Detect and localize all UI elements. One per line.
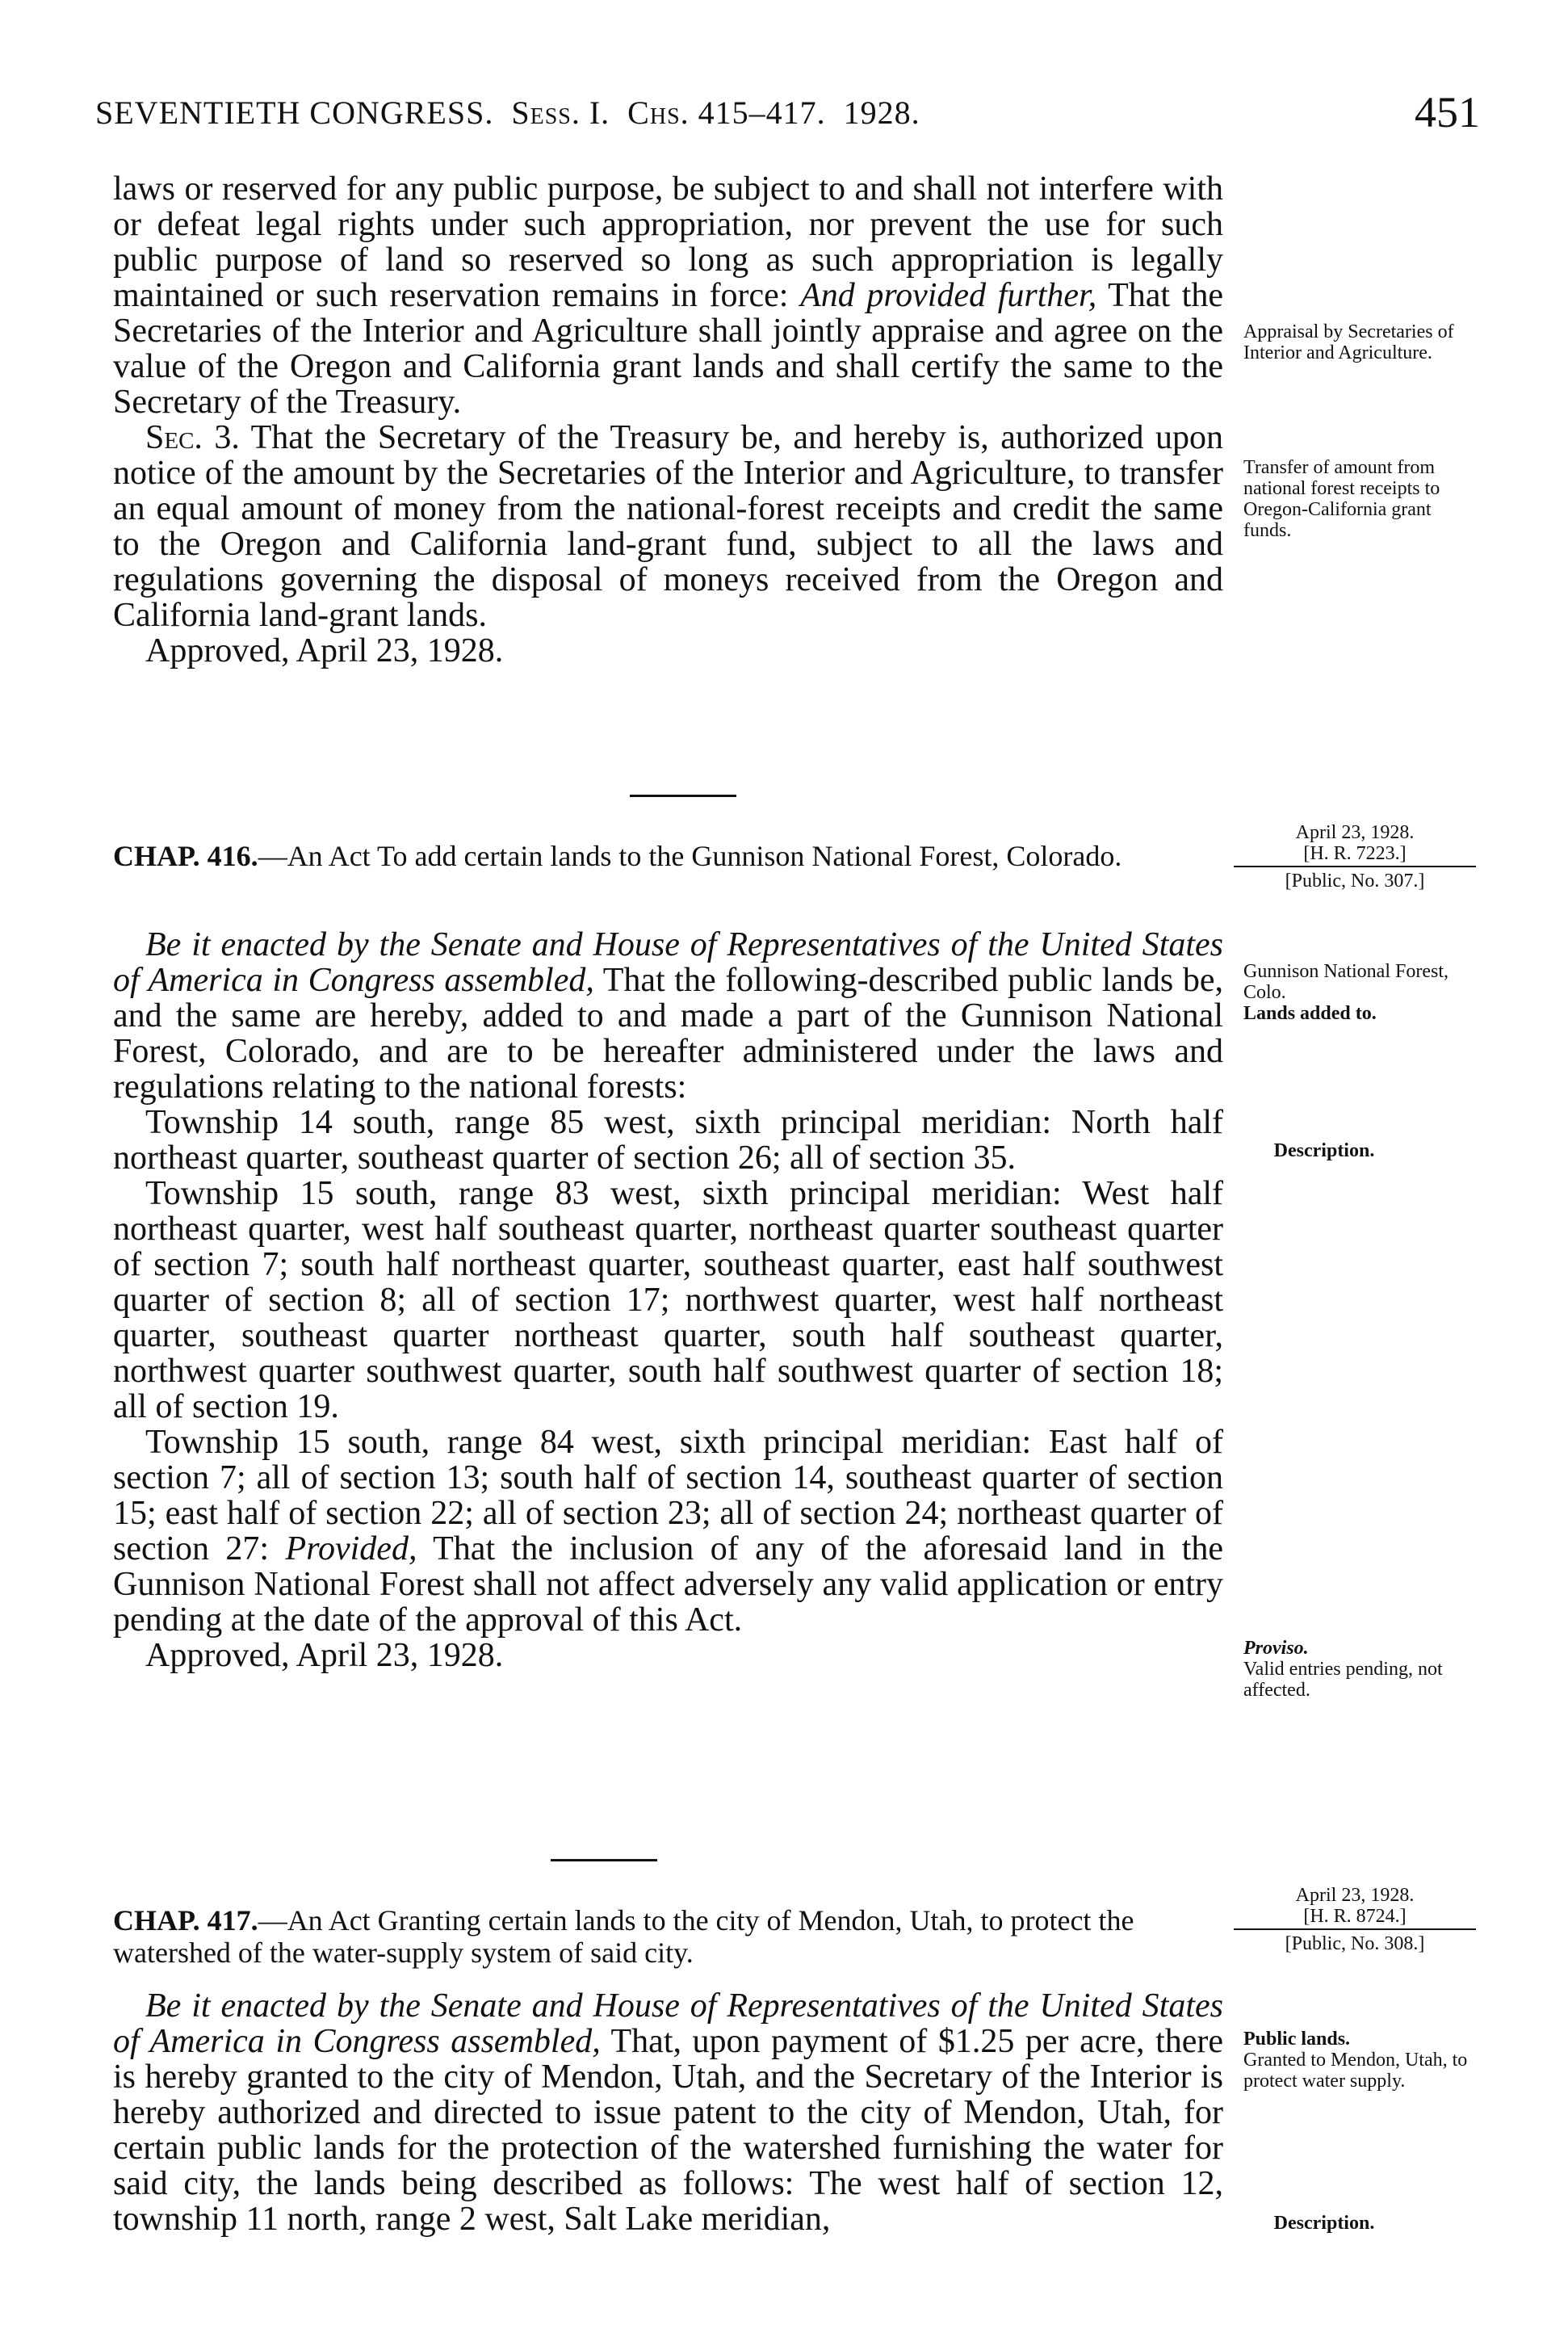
chap416-approved: Approved, April 23, 1928. [145, 1637, 504, 1674]
chap416-township-1: Township 14 south, range 85 west, sixth principal meridian: North half northeast quarter, southeast quarter of section 26; all of section 35. [113, 1104, 1223, 1177]
chap416-title: —An Act To add certain lands to the Gunnison National Forest, Colorado. [258, 840, 1122, 872]
chap417-public: [Public, No. 308.] [1285, 1933, 1425, 1954]
header-session: Sess. I. [511, 94, 610, 131]
note-granted: Granted to Mendon, Utah, to protect water supply. [1243, 2050, 1468, 2092]
approved-line: Approved, April 23, 1928. [145, 632, 504, 669]
note-valid-entries: Valid entries pending, not affected. [1243, 1659, 1443, 1701]
provided-italic: Provided, [285, 1530, 417, 1567]
chap416-township-2: Township 15 south, range 83 west, sixth principal meridian: West half northeast quarter, west half southeast quarter, northeast quarter southeast quarter of section 7; south half northeast quarter, southeast quarter, east half southwest quarter of section 8; all of section 17; northwest quarter, west half northeast quarter, southeast quarter northeast quarter, south half southeast quarter, northwest quarter southwest quarter, south half southwest quarter of section 18; all of section 19. [113, 1175, 1223, 1425]
margin-note-gunnison [1243, 961, 1478, 1024]
note-lands-added: Lands added to. [1243, 1003, 1377, 1024]
chap416-township-3 [113, 1425, 1223, 1638]
margin-note-proviso [1243, 1638, 1478, 1701]
chap417-bill: [H. R. 8724.] [1303, 1906, 1407, 1927]
para1-end-text: That the Secretaries of the Interior and Agriculture shall jointly appraise and agree on the value of the Oregon and California grant lands and shall certify the same to the Secretary of the Treasury. [113, 277, 1223, 421]
margin-note-public-lands [1243, 2029, 1478, 2092]
note-description-2: Description. [1273, 2213, 1375, 2234]
chap416-title-block [113, 840, 1223, 872]
note-gunnison: Gunnison National Forest, Colo. [1243, 961, 1449, 1003]
page-number: 451 [1415, 88, 1480, 136]
chap417-title: —An Act Granting certain lands to the city of Mendon, Utah, to protect the watershed of the water-supply system of said city. [113, 1904, 1134, 1969]
sec3-label: Sec. 3. [145, 419, 240, 456]
header-year: 1928. [843, 94, 920, 131]
note-proviso: Proviso. [1243, 1638, 1309, 1659]
chap417-date: April 23, 1928. [1295, 1885, 1415, 1906]
stamp-rule [1234, 866, 1476, 867]
continuation-block [113, 171, 1223, 669]
chap416-date: April 23, 1928. [1295, 822, 1415, 843]
sec3-paragraph [113, 420, 1223, 633]
chap416-bill: [H. R. 7223.] [1303, 843, 1407, 864]
section-divider-2 [551, 1859, 657, 1861]
header-title: SEVENTIETH CONGRESS. [95, 94, 494, 131]
chap416-enacting [113, 927, 1223, 1105]
para1-text: laws or reserved for any public purpose, be subject to and shall not interfere with or defeat legal rights under such appropriation, nor prevent the use for such public purpose of land so reserved so long as such appropriation is legally maintained or such reservation remains in force: [113, 170, 1223, 314]
chap417-stamp [1234, 1885, 1476, 1954]
chap416-public: [Public, No. 307.] [1285, 871, 1425, 892]
running-header [95, 87, 1480, 136]
chap416-stamp [1234, 822, 1476, 892]
stamp-rule-2 [1234, 1928, 1476, 1930]
twp3-text: Township 15 south, range 84 west, sixth principal meridian: East half of section 7; all of section 13; south half of section 14, southeast quarter of section 15; east half of section 22; all of section 23; all of section 24; northeast quarter of section 27: [113, 1424, 1223, 1567]
chap417-body [113, 1988, 1223, 2237]
chap416-enacting-rest: That the following-described public lands be, and the same are hereby, added to and made a part of the Gunnison National Forest, Colorado, and are to be hereafter administered under the laws and regulations relating to the national forests: [113, 962, 1223, 1106]
proviso-italic: And provided further, [800, 277, 1097, 314]
section-divider [630, 795, 736, 797]
note-description-1: Description. [1273, 1140, 1375, 1161]
header-chapters: Chs. 415–417. [627, 94, 826, 131]
header-left [95, 94, 920, 132]
chap417-enacting-rest: That, upon payment of $1.25 per acre, there is hereby granted to the city of Mendon, Utah, and the Secretary of the Interior is hereby authorized and directed to issue patent to the city of Mendon, Utah, for certain public lands for the protection of the watershed furnishing the water for said city, the lands being described as follows: The west half of section 12, township 11 north, range 2 west, Salt Lake meridian, [113, 2023, 1224, 2238]
note-public-lands: Public lands. [1243, 2029, 1351, 2050]
margin-note-appraisal: Appraisal by Secretaries of Interior and Agriculture. [1243, 321, 1454, 363]
chap416-label: CHAP. 416. [113, 840, 258, 872]
chap417-title-block [113, 1904, 1223, 1969]
chap417-label: CHAP. 417. [113, 1904, 258, 1937]
chap416-body [113, 927, 1223, 1673]
chap416-enacting-italic: Be it enacted by the Senate and House of Representatives of the United States of America in Congress assembled, [113, 926, 1223, 999]
continuation-paragraph [113, 171, 1223, 420]
chap417-enacting [113, 1988, 1223, 2237]
sec3-text: That the Secretary of the Treasury be, and hereby is, authorized upon notice of the amount by the Secretaries of the Interior and Agriculture, to transfer an equal amount of money from the national-forest receipts and credit the same to the Oregon and California land-grant fund, subject to all the laws and regulations governing the disposal of moneys received from the Oregon and California land-grant lands. [113, 419, 1223, 634]
margin-note-transfer: Transfer of amount from national forest receipts to Oregon-California grant funds. [1243, 457, 1440, 541]
twp3-end-text: That the inclusion of any of the aforesaid land in the Gunnison National Forest shall not affect adversely any valid application or entry pending at the date of the approval of this Act. [113, 1530, 1223, 1639]
chap417-enacting-italic: Be it enacted by the Senate and House of Representatives of the United States of America in Congress assembled, [113, 1987, 1223, 2060]
